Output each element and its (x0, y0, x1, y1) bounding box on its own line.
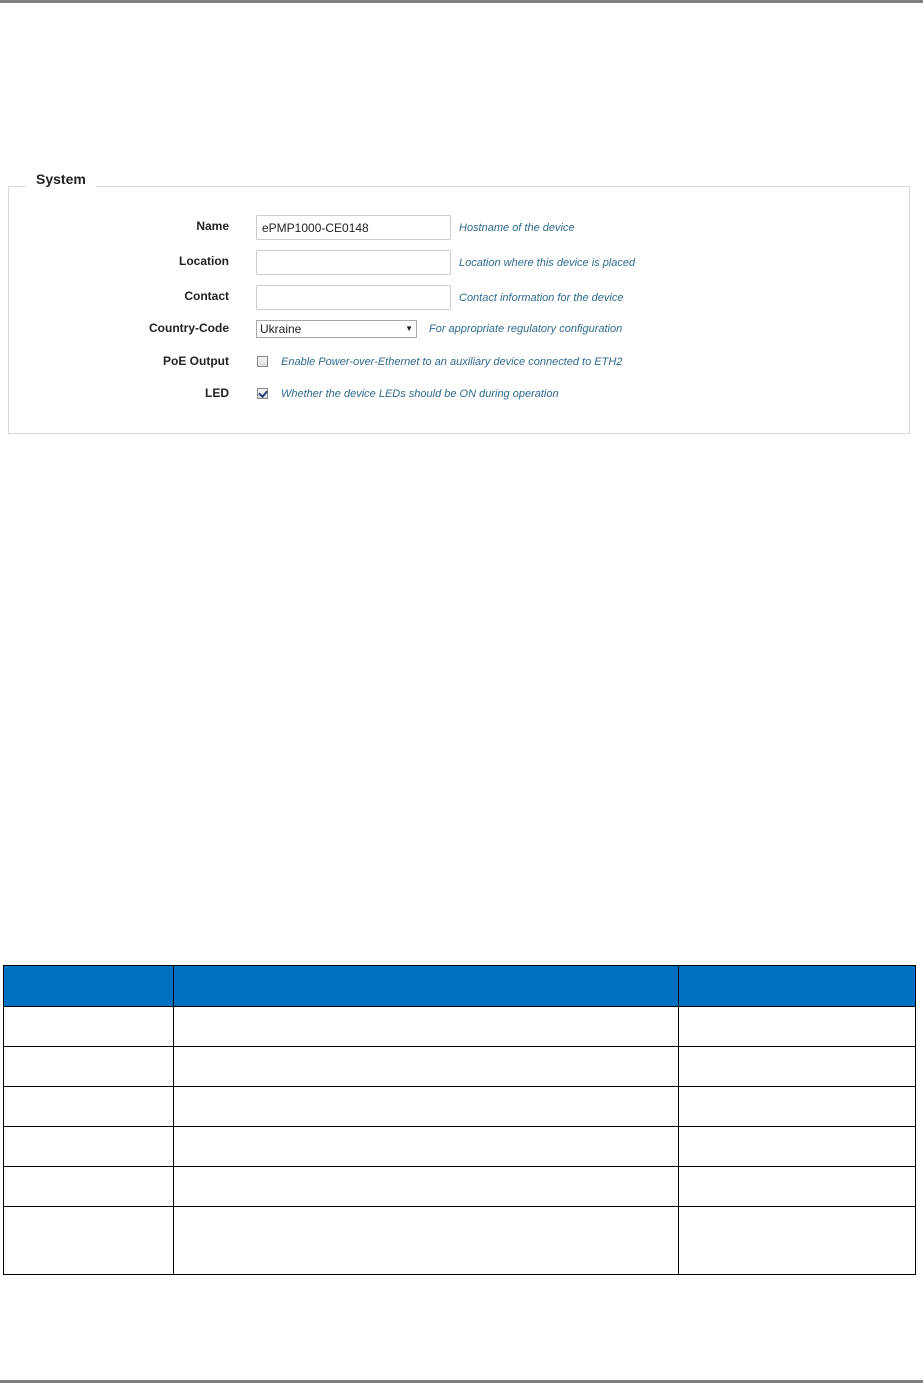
contact-input[interactable] (256, 285, 451, 310)
table-cell (4, 1207, 174, 1275)
led-checkbox[interactable] (257, 388, 268, 399)
bottom-rule (0, 1380, 923, 1383)
country-code-select[interactable] (256, 320, 417, 338)
contact-hint: Contact information for the device (459, 292, 624, 304)
table-cell (679, 1047, 916, 1087)
table-cell (4, 1167, 174, 1207)
poe-output-checkbox[interactable] (257, 356, 268, 367)
top-rule (0, 0, 923, 3)
table-cell (174, 1127, 679, 1167)
table-cell (4, 1127, 174, 1167)
poe-output-row (0, 354, 923, 380)
table-row (4, 1127, 916, 1167)
table-row (4, 1007, 916, 1047)
country-code-hint: For appropriate regulatory configuration (429, 323, 623, 335)
chevron-down-icon: ▼ (405, 324, 413, 333)
table-header-cell (679, 966, 916, 1007)
table-cell (679, 1007, 916, 1047)
table-cell (679, 1127, 916, 1167)
name-hint: Hostname of the device (459, 222, 575, 234)
table-cell (679, 1207, 916, 1275)
country-code-row (0, 320, 923, 346)
table-cell (174, 1007, 679, 1047)
location-input[interactable] (256, 250, 451, 275)
table-row (4, 1047, 916, 1087)
table-cell (174, 1087, 679, 1127)
led-label: LED (205, 386, 229, 400)
table-row (4, 1087, 916, 1127)
country-code-selected-value: Ukraine (260, 322, 302, 336)
data-table (3, 965, 916, 1275)
name-row (0, 215, 923, 241)
table-cell (174, 1167, 679, 1207)
country-code-label: Country-Code (149, 321, 229, 335)
poe-output-label: PoE Output (163, 354, 229, 368)
location-label: Location (179, 254, 229, 268)
table-cell (4, 1007, 174, 1047)
system-legend: System (26, 170, 96, 188)
name-input[interactable] (256, 215, 451, 240)
poe-output-hint: Enable Power-over-Ethernet to an auxiliary device connected to ETH2 (281, 356, 623, 368)
table-row (4, 1207, 916, 1275)
table-cell (174, 1207, 679, 1275)
table-cell (679, 1167, 916, 1207)
led-hint: Whether the device LEDs should be ON during operation (281, 388, 559, 400)
table-cell (4, 1047, 174, 1087)
table-cell (4, 1087, 174, 1127)
location-hint: Location where this device is placed (459, 257, 636, 269)
table-row (4, 1167, 916, 1207)
contact-label: Contact (184, 289, 229, 303)
table-header-cell (174, 966, 679, 1007)
table-cell (174, 1047, 679, 1087)
contact-row (0, 285, 923, 311)
location-row (0, 250, 923, 276)
table-header-cell (4, 966, 174, 1007)
table-cell (679, 1087, 916, 1127)
table-header-row (4, 966, 916, 1007)
led-row (0, 386, 923, 412)
name-label: Name (196, 219, 229, 233)
